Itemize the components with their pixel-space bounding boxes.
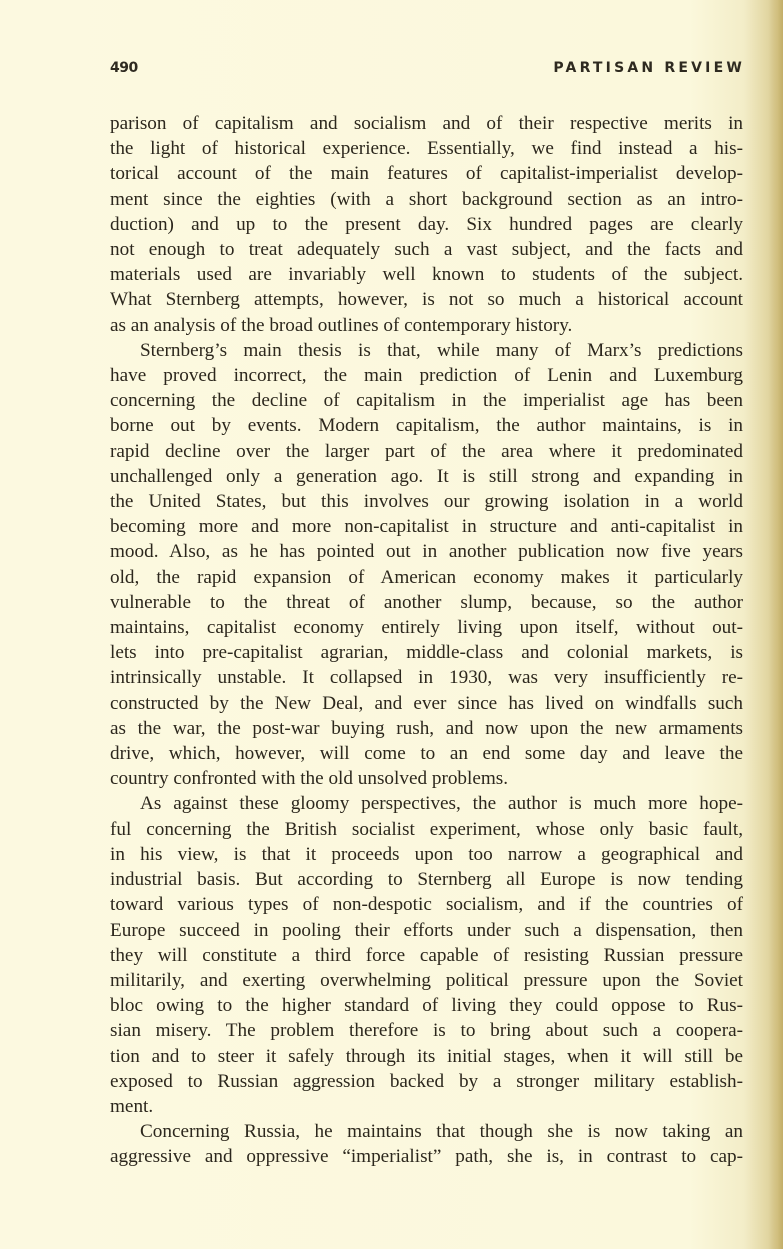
text-line: borne out by events. Modern capitalism, the author maintains, is in (110, 415, 743, 437)
text-line: unchallenged only a generation ago. It is still strong and expanding in (110, 465, 743, 487)
text-line: in his view, is that it proceeds upon too narrow a geographical and (110, 843, 743, 865)
text-line: not enough to treat adequately such a vast subject, and the facts and (110, 239, 743, 261)
text-line: as the war, the post-war buying rush, and now upon the new armaments (110, 717, 743, 739)
text-line: old, the rapid expansion of American economy makes it particularly (110, 566, 743, 588)
paragraph-3 (110, 791, 743, 1119)
text-line: ment. (110, 1095, 154, 1117)
text-line: toward various types of non-despotic socialism, and if the countries of (110, 894, 743, 916)
text-line: lets into pre-capitalist agrarian, middle-class and colonial markets, is (110, 642, 743, 664)
text-line: maintains, capitalist economy entirely living upon itself, without out- (110, 617, 743, 639)
text-line: ment since the eighties (with a short background section as an intro- (110, 188, 743, 210)
text-line: concerning the decline of capitalism in the imperialist age has been (110, 390, 743, 412)
text-line: Europe succeed in pooling their efforts under such a dispensation, then (110, 919, 743, 941)
article-body (110, 111, 743, 1170)
text-line: drive, which, however, will come to an end some day and leave the (110, 743, 743, 765)
text-line: intrinsically unstable. It collapsed in 1930, was very insufficiently re- (110, 667, 743, 689)
text-line: the United States, but this involves our growing isolation in a world (110, 491, 743, 513)
text-line: ful concerning the British socialist experiment, whose only basic fault, (110, 818, 743, 840)
paragraph-2 (110, 338, 743, 792)
text-line: becoming more and more non-capitalist in structure and anti-capitalist in (110, 516, 743, 538)
page-number: 490 (110, 60, 138, 76)
text-line: have proved incorrect, the main prediction of Lenin and Luxemburg (110, 365, 743, 387)
text-line: As against these gloomy perspectives, the author is much more hope- (140, 793, 743, 815)
text-line: bloc owing to the higher standard of living they could oppose to Rus- (110, 995, 743, 1017)
text-line: the light of historical experience. Essentially, we find instead a his- (110, 138, 743, 160)
text-line: aggressive and oppressive “imperialist” path, she is, in contrast to cap- (110, 1146, 743, 1168)
text-line: parison of capitalism and socialism and of their respective merits in (110, 113, 743, 134)
running-head (110, 60, 745, 82)
text-line: as an analysis of the broad outlines of contemporary history. (110, 314, 573, 336)
text-line: sian misery. The problem therefore is to bring about such a coopera- (110, 1020, 743, 1042)
text-line: industrial basis. But according to Sternberg all Europe is now tending (110, 869, 743, 891)
text-line: rapid decline over the larger part of the area where it predominated (110, 440, 743, 462)
text-line: militarily, and exerting overwhelming political pressure upon the Soviet (110, 969, 743, 991)
text-line: Concerning Russia, he maintains that though she is now taking an (140, 1121, 743, 1143)
text-line: country confronted with the old unsolved problems. (110, 768, 509, 790)
paragraph-1 (110, 111, 743, 338)
journal-title: PARTISAN REVIEW (553, 60, 745, 76)
text-line: vulnerable to the threat of another slump, because, so the author (110, 591, 743, 613)
text-line: mood. Also, as he has pointed out in another publication now five years (110, 541, 743, 563)
text-line: torical account of the main features of capitalist-imperialist develop- (110, 163, 743, 185)
text-line: Sternberg’s main thesis is that, while many of Marx’s predictions (140, 339, 743, 361)
text-line: materials used are invariably well known to students of the subject. (110, 264, 743, 286)
text-line: exposed to Russian aggression backed by a stronger military establish- (110, 1070, 743, 1092)
paragraph-4 (110, 1119, 743, 1169)
page-gutter-shadow (769, 0, 783, 1249)
text-line: What Sternberg attempts, however, is not so much a historical account (110, 289, 743, 311)
text-line: tion and to steer it safely through its initial stages, when it will still be (110, 1045, 743, 1067)
text-line: duction) and up to the present day. Six hundred pages are clearly (110, 213, 743, 235)
text-line: constructed by the New Deal, and ever since has lived on windfalls such (110, 692, 743, 714)
text-line: they will constitute a third force capable of resisting Russian pressure (110, 944, 743, 966)
